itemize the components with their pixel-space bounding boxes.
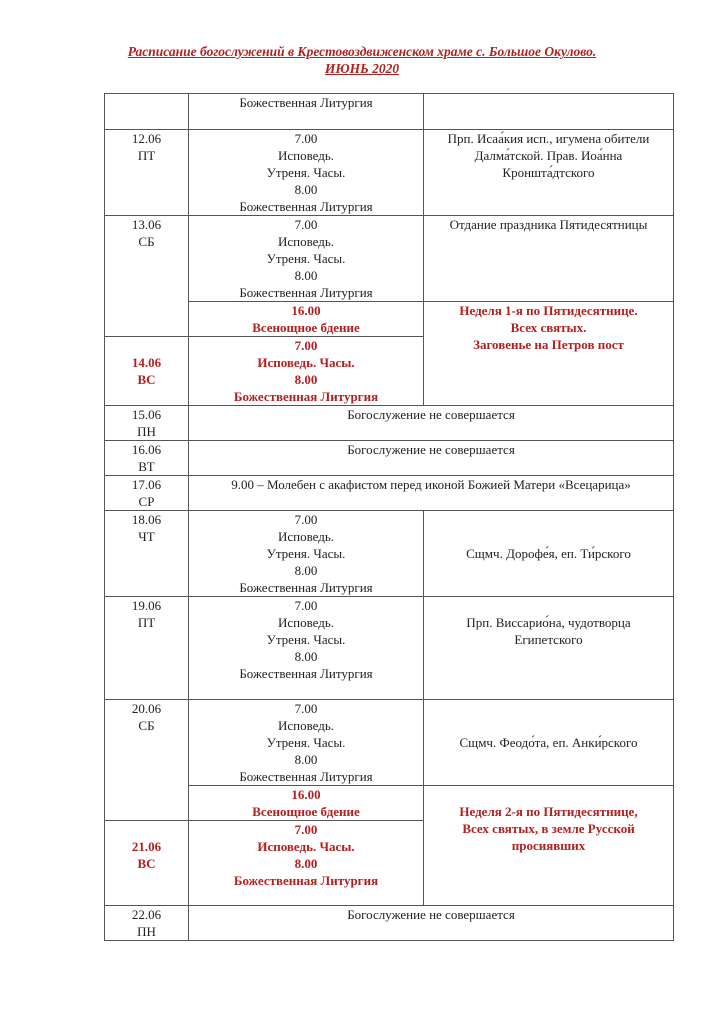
table-row (105, 441, 674, 476)
service-cell (189, 130, 424, 216)
service-cell (189, 786, 424, 821)
service-line: Божественная Литургия (239, 285, 373, 300)
feast-line: Всех святых, в земле Русской (462, 821, 635, 836)
service-line: Исповедь. Часы. (257, 839, 355, 854)
feast-line: Неделя 2-я по Пятидесятнице, (459, 804, 638, 819)
feast-line: Неделя 1-я по Пятидесятнице. (459, 303, 638, 318)
feast-cell (424, 130, 674, 216)
no-service-cell (189, 441, 674, 476)
no-service-text: Богослужение не совершается (347, 407, 515, 422)
service-cell (189, 94, 424, 130)
service-line: 7.00 (294, 701, 318, 716)
service-line: 7.00 (294, 131, 318, 146)
date-text: 17.06 (131, 477, 162, 492)
page-title: Расписание богослужений в Крестовоздвиженском храме с. Большое Окулово. (127, 44, 597, 59)
service-cell (189, 337, 424, 406)
service-line: Всенощное бдение (252, 804, 360, 819)
service-line: Исповедь. (277, 529, 335, 544)
service-line: 16.00 (291, 303, 321, 318)
service-line: Божественная Литургия (239, 199, 373, 214)
feast-line: Кроншта́дтского (502, 165, 595, 180)
service-cell (189, 216, 424, 302)
weekday-text: ЧТ (138, 529, 155, 544)
feast-line: Сщмч. Дорофе́я, еп. Ти́рского (466, 546, 631, 561)
feast-line: Египетского (514, 632, 583, 647)
service-line: 8.00 (294, 268, 318, 283)
feast-cell (424, 786, 674, 906)
service-line: 8.00 (294, 563, 318, 578)
feast-cell (424, 302, 674, 406)
feast-cell (424, 700, 674, 786)
date-cell (105, 597, 189, 700)
table-row (105, 786, 674, 821)
date-cell (105, 94, 189, 130)
date-cell (105, 337, 189, 406)
weekday-text: ВС (137, 372, 156, 387)
date-cell (105, 476, 189, 511)
no-service-cell (189, 406, 674, 441)
weekday-text: ВС (137, 856, 156, 871)
service-line: Утреня. Часы. (266, 546, 346, 561)
service-cell (189, 511, 424, 597)
weekday-text: ВТ (138, 459, 155, 474)
feast-line: Прп. Виссарио́на, чудотворца (466, 615, 631, 630)
feast-cell (424, 216, 674, 302)
service-line: Божественная Литургия (239, 769, 373, 784)
date-text: 16.06 (131, 442, 162, 457)
no-service-text: Богослужение не совершается (347, 442, 515, 457)
date-cell (105, 821, 189, 906)
weekday-text: ПН (137, 924, 156, 939)
date-text: 14.06 (131, 355, 162, 370)
service-line: Божественная Литургия (239, 95, 373, 110)
date-text: 15.06 (131, 407, 162, 422)
service-line: Исповедь. (277, 615, 335, 630)
table-row (105, 216, 674, 302)
service-line: Исповедь. (277, 234, 335, 249)
feast-line: Далма́тской. Прав. Иоа́нна (474, 148, 623, 163)
service-line: Божественная Литургия (239, 666, 373, 681)
weekday-text: ПТ (137, 148, 156, 163)
service-line: Утреня. Часы. (266, 165, 346, 180)
schedule-table (104, 93, 674, 941)
date-text: 21.06 (131, 839, 162, 854)
table-row (105, 94, 674, 130)
table-row (105, 511, 674, 597)
service-cell (189, 821, 424, 906)
no-service-cell (189, 906, 674, 941)
feast-line: Отдание праздника Пятидесятницы (449, 217, 648, 232)
date-text: 18.06 (131, 512, 162, 527)
service-line: Божественная Литургия (233, 873, 379, 888)
weekday-text: СР (138, 494, 155, 509)
table-row (105, 130, 674, 216)
service-line: Исповедь. Часы. (257, 355, 355, 370)
service-line: 7.00 (294, 598, 318, 613)
service-cell (189, 700, 424, 786)
service-line: Утреня. Часы. (266, 251, 346, 266)
date-cell (105, 130, 189, 216)
service-line: 7.00 (294, 512, 318, 527)
date-cell (105, 906, 189, 941)
feast-line: Всех святых. (510, 320, 587, 335)
feast-line: просиявших (511, 838, 586, 853)
feast-cell (424, 511, 674, 597)
table-row (105, 476, 674, 511)
service-line: 8.00 (294, 856, 318, 871)
table-row (105, 700, 674, 786)
date-text: 19.06 (131, 598, 162, 613)
date-text: 13.06 (131, 217, 162, 232)
service-line: 16.00 (291, 787, 321, 802)
service-line: Всенощное бдение (252, 320, 360, 335)
moleben-cell (189, 476, 674, 511)
date-cell (105, 406, 189, 441)
service-line: 8.00 (294, 649, 318, 664)
date-text: 22.06 (131, 907, 162, 922)
feast-cell (424, 597, 674, 700)
no-service-text: Богослужение не совершается (347, 907, 515, 922)
page-subtitle-month: ИЮНЬ 2020 (324, 61, 400, 76)
weekday-text: ПН (137, 424, 156, 439)
feast-line: Заговенье на Петров пост (473, 337, 624, 352)
date-cell (105, 441, 189, 476)
date-cell (105, 216, 189, 337)
moleben-text: 9.00 – Молебен с акафистом перед иконой Божией Матери «Всецарица» (231, 477, 631, 492)
date-text: 20.06 (131, 701, 162, 716)
weekday-text: ПТ (137, 615, 156, 630)
table-row (105, 406, 674, 441)
service-line: Исповедь. (277, 148, 335, 163)
feast-cell (424, 94, 674, 130)
service-line: 7.00 (294, 822, 318, 837)
weekday-text: СБ (138, 234, 155, 249)
feast-line: Прп. Исаа́кия исп., игумена обители (447, 131, 650, 146)
feast-line: Сщмч. Феодо́та, еп. Анки́рского (459, 735, 638, 750)
service-line: Божественная Литургия (233, 389, 379, 404)
table-row (105, 302, 674, 337)
service-line: 8.00 (294, 372, 318, 387)
table-row (105, 906, 674, 941)
service-line: 8.00 (294, 752, 318, 767)
service-line: 7.00 (294, 338, 318, 353)
service-line: 7.00 (294, 217, 318, 232)
date-cell (105, 700, 189, 821)
table-row (105, 597, 674, 700)
service-cell (189, 302, 424, 337)
service-line: 8.00 (294, 182, 318, 197)
date-cell (105, 511, 189, 597)
weekday-text: СБ (138, 718, 155, 733)
service-line: Утреня. Часы. (266, 632, 346, 647)
service-line: Божественная Литургия (239, 580, 373, 595)
service-line: Утреня. Часы. (266, 735, 346, 750)
service-line: Исповедь. (277, 718, 335, 733)
service-cell (189, 597, 424, 700)
date-text: 12.06 (131, 131, 162, 146)
